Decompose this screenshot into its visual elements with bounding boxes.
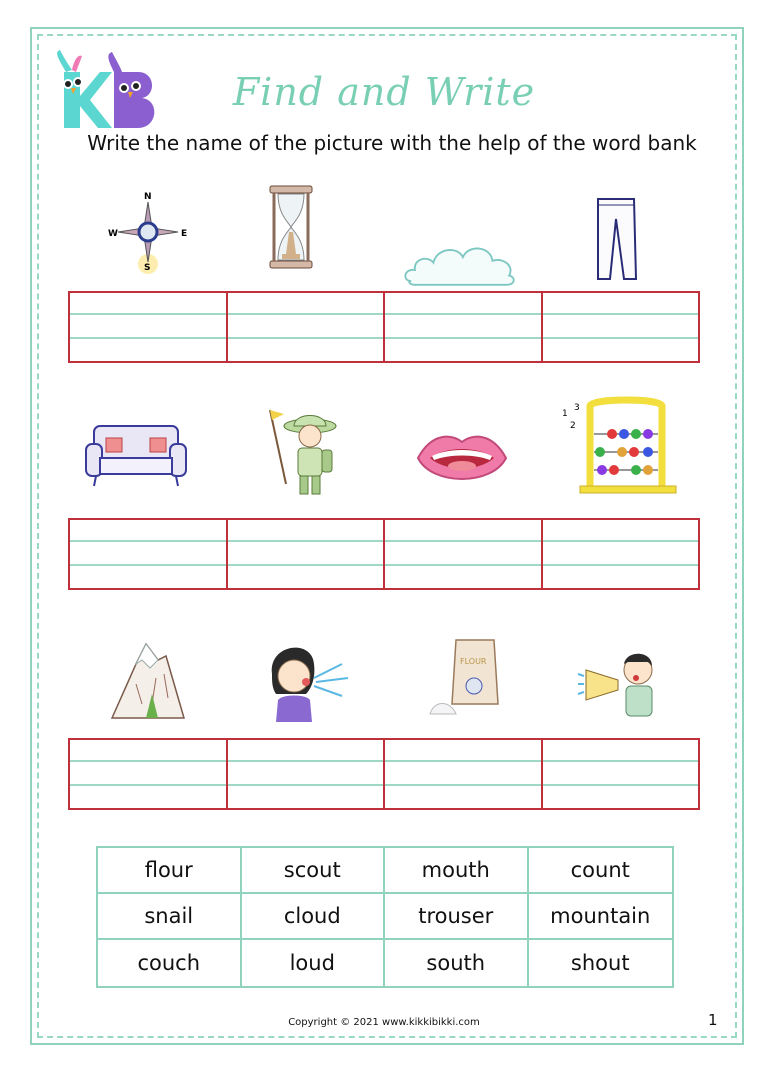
svg-text:2: 2 xyxy=(570,421,576,431)
instruction-text: Write the name of the picture with the help of the word bank xyxy=(87,131,697,155)
scout-icon xyxy=(250,404,360,504)
compass-icon xyxy=(92,186,212,286)
flour-bag-icon xyxy=(426,634,510,720)
answer-box[interactable] xyxy=(543,293,699,361)
word-bank-item: snail xyxy=(98,894,242,940)
couch-icon xyxy=(76,410,196,496)
svg-text:3: 3 xyxy=(574,403,580,413)
hourglass-icon xyxy=(232,184,352,284)
svg-text:S: S xyxy=(144,263,151,273)
word-bank-item: count xyxy=(529,848,673,894)
svg-text:E: E xyxy=(181,229,188,239)
answer-box[interactable] xyxy=(70,740,228,808)
trousers-icon xyxy=(556,190,676,290)
word-bank-item: trouser xyxy=(385,894,529,940)
word-bank-item: cloud xyxy=(242,894,386,940)
loud-cough-icon xyxy=(262,634,360,726)
answer-row-2 xyxy=(68,518,700,590)
answer-box[interactable] xyxy=(543,740,699,808)
page-number: 1 xyxy=(708,1011,718,1029)
answer-box[interactable] xyxy=(543,520,699,588)
word-bank-item: shout xyxy=(570,951,630,975)
svg-text:1: 1 xyxy=(562,409,568,419)
answer-box[interactable] xyxy=(70,520,228,588)
answer-row-1 xyxy=(68,291,700,363)
word-bank-item: scout xyxy=(242,848,386,894)
mountain-icon xyxy=(106,634,190,724)
word-bank-item: flour xyxy=(98,848,242,894)
answer-box[interactable] xyxy=(385,520,543,588)
word-bank-item: couch xyxy=(98,940,242,986)
page-title: Find and Write xyxy=(232,70,536,114)
copyright-text: Copyright © 2021 www.kikkibikki.com xyxy=(288,1017,480,1028)
answer-box[interactable] xyxy=(228,293,386,361)
word-bank-item: mountain xyxy=(529,894,673,940)
answer-box[interactable] xyxy=(385,740,543,808)
svg-text:FLOUR: FLOUR xyxy=(460,657,487,666)
abacus-icon xyxy=(556,394,680,498)
answer-box[interactable] xyxy=(70,293,228,361)
word-bank-item: south xyxy=(385,940,529,986)
answer-box[interactable] xyxy=(228,740,386,808)
word-bank xyxy=(96,846,674,988)
answer-box[interactable] xyxy=(385,293,543,361)
svg-text:W: W xyxy=(108,229,118,239)
answer-row-3 xyxy=(68,738,700,810)
answer-box[interactable] xyxy=(228,520,386,588)
mouth-icon xyxy=(412,424,512,494)
word-bank-item: mouth xyxy=(385,848,529,894)
shout-icon xyxy=(576,648,662,720)
word-bank-item: loud xyxy=(242,940,386,986)
svg-text:N: N xyxy=(144,192,152,202)
